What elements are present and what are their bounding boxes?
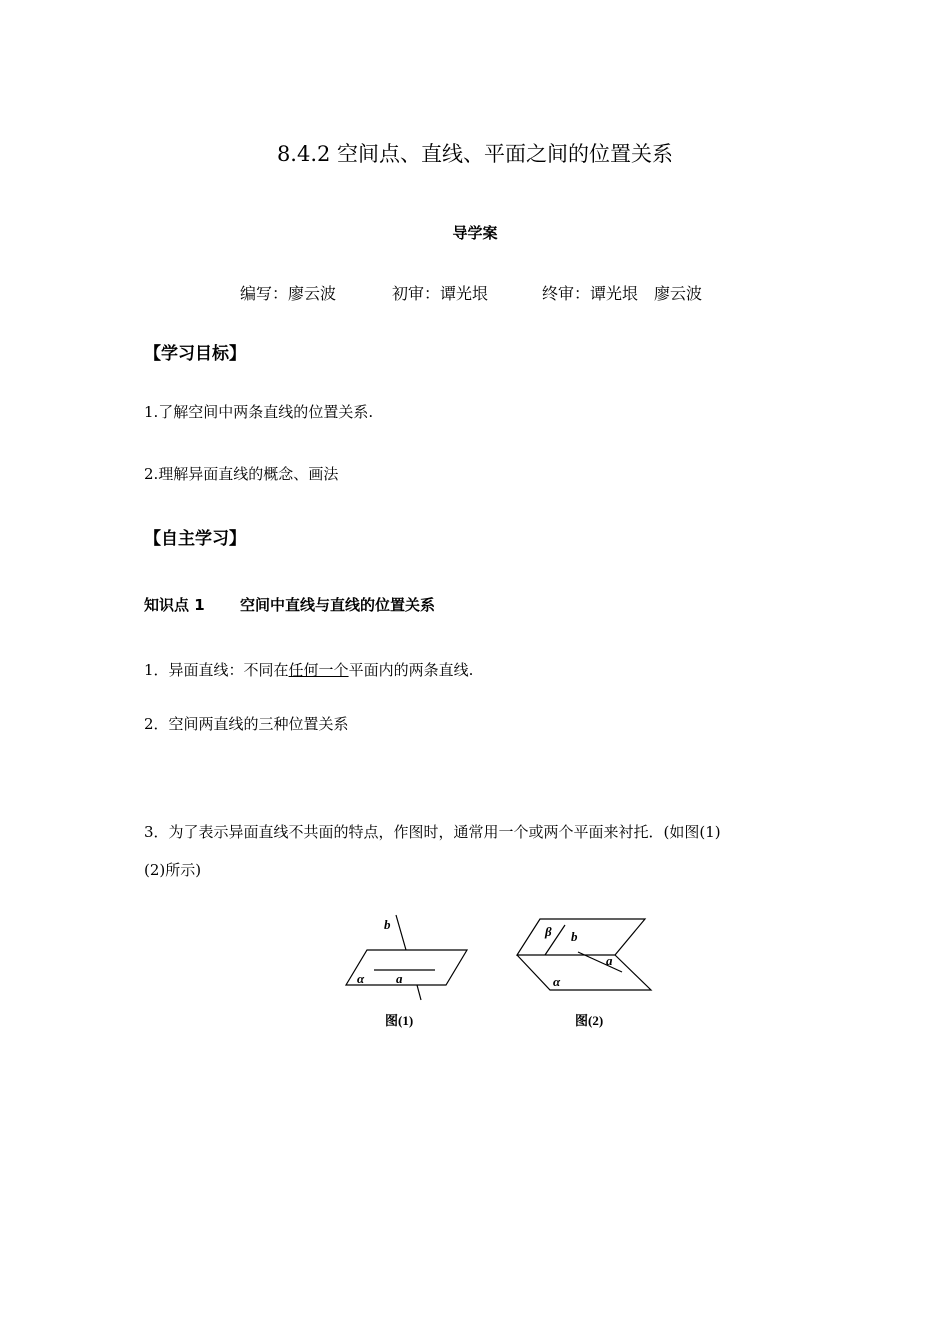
knowledge-point-heading — [144, 594, 435, 615]
author-first-review: 初审：谭光垠 — [392, 284, 489, 303]
fig2-label-b: b — [571, 929, 578, 944]
study-item-2: 2．空间两直线的三种位置关系 — [144, 715, 349, 733]
study-item-1 — [144, 659, 473, 680]
fig1-label-a: a — [396, 971, 403, 986]
fig1-caption: 图(1) — [385, 1013, 414, 1028]
knowledge-point-label: 知识点 1 — [144, 596, 205, 614]
plane-alpha-shape — [517, 955, 651, 990]
objective-item-1: 1.了解空间中两条直线的位置关系. — [144, 403, 374, 421]
figure-1 — [335, 905, 485, 1035]
author-writer: 编写：廖云波 — [240, 284, 337, 303]
self-study-heading: 【自主学习】 — [144, 529, 246, 549]
fig2-label-beta: β — [545, 924, 552, 939]
study-item-1-suffix: 平面内的两条直线. — [348, 661, 474, 679]
figure-2 — [505, 905, 665, 1035]
study-item-1-prefix: 1．异面直线：不同在 — [144, 661, 289, 679]
study-item-1-underlined: 任何一个 — [288, 661, 349, 679]
objective-item-2: 2.理解异面直线的概念、画法 — [144, 465, 339, 483]
line-b-upper — [396, 915, 406, 950]
plane-beta-shape — [517, 919, 645, 955]
study-item-3-line-2: (2)所示) — [144, 861, 202, 879]
line-b-lower — [417, 985, 421, 1000]
objectives-heading: 【学习目标】 — [144, 344, 246, 364]
knowledge-point-title: 空间中直线与直线的位置关系 — [240, 596, 436, 614]
page-subtitle: 导学案 — [452, 224, 498, 242]
fig2-label-alpha: α — [553, 974, 561, 989]
author-final-review: 终审：谭光垠 廖云波 — [542, 284, 703, 303]
fig2-caption: 图(2) — [575, 1013, 604, 1028]
fig1-label-alpha: α — [357, 971, 365, 986]
study-item-3-line-1: 3．为了表示异面直线不共面的特点，作图时，通常用一个或两个平面来衬托．(如图(1) — [144, 823, 721, 841]
fig1-label-b: b — [384, 917, 391, 932]
fig2-label-a: a — [606, 953, 613, 968]
page-title: 8.4.2 空间点、直线、平面之间的位置关系 — [276, 142, 674, 166]
